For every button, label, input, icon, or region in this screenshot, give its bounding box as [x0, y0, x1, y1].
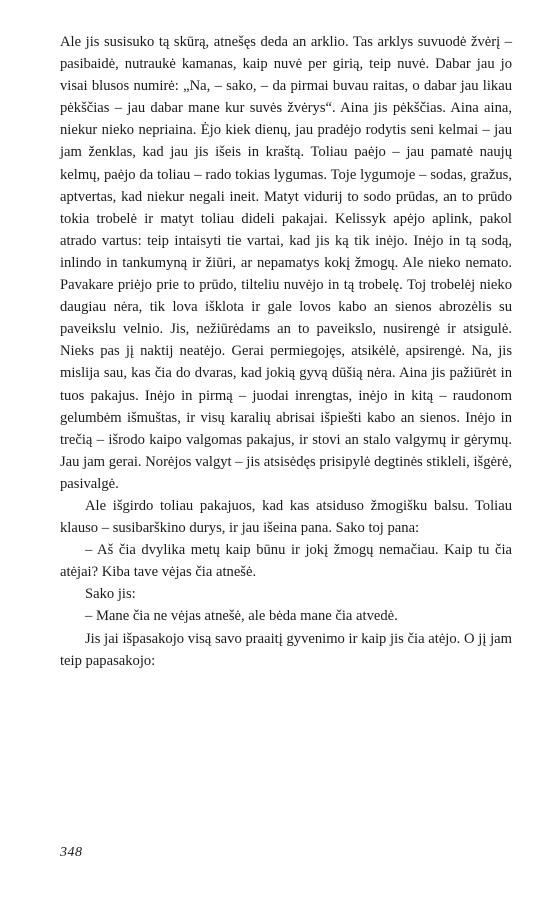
body-text	[60, 31, 512, 672]
paragraph-2: Ale išgirdo toliau pakajuos, kad kas atsiduso žmogišku balsu. Toliau klauso – susibarškino durys, ir jau išeina pana. Sako toj pana:	[60, 497, 512, 537]
paragraph-5: – Mane čia ne vėjas atnešė, ale bėda mane čia atvedė.	[85, 608, 398, 625]
page-number: 348	[60, 845, 83, 860]
paragraph-3: – Aš čia dvylika metų kaip būnu ir jokį žmogų nemačiau. Kaip tu čia atėjai? Kiba tave vėjas čia atnešė.	[60, 542, 512, 581]
paragraph-4: Sako jis:	[85, 586, 136, 603]
paragraph-1: Ale jis susisuko tą skūrą, atnešęs deda an arklio. Tas arklys suvuodė žvėrį – pasibaidė, nutraukė kamanas, kaip nuvė per girią, teip nuvė. Dabar jau jo visai blusos numirė: „Na, – sako, – da pirmai buvau raitas, o dabar jau likau pėkščias – jau dabar mane kur suvės žvėrys“. Aina jis pėkščias. Aina aina, niekur nieko nepriaina. Ėjo kiek dienų, jau pradėjo rodytis seni kelmai – jau jam ženklas, kad jau jis išeis in kraštą. Toliau paėjo – jau pamatė naujų kelmų, paėjo da toliau – rado tokias lygumas. Toje lygumoje – sodas, gražus, aptvertas, kad niekur negali ineit. Matyt vidurij to sodo prūdas, an to prūdo tokia trobelė ir matyt toliau dideli pakajai. Kelissyk apėjo aplink, pakol atrado vartus: teip intaisyti tie vartai, kad jis ką tik inėjo. Inėjo in tą sodą, inlindo in tankumyną ir žiūri, ar nepamatys kokį žmogų. Ale nieko nemato. Pavakare priėjo prie to prūdo, tilteliu nuvėjo in tą trobelę. Toj trobelėj nieko daugiau nėra, tik lova išklota ir gale lovos kabo an sienos abrozėlis su paveikslu velnio. Jis, nežiūrėdams an to paveikslo, nusirengė ir atsigulė. Nieks pas jį naktij neatėjo. Gerai permiegojęs, atsikėlė, apsirengė. Na, jis mislija sau, kas čia do dvaras, kad jokią gyvą dūšią nėra. Aina jis pažiūrėt in tuos pakajus. Inėjo in pirmą – juodai inrengtas, inėjo in kitą – raudonom gelumbėm išmuštas, ir visų karalių abrisai išpiešti kabo an sienos. Inėjo in trečią – išrodo kaipo valgomas pakajus, ir stovi an stalo valgymų ir gėrymų. Jau jam gerai. Norėjos valgyt – jis atsisėdęs prisipylė degtinės stikleli, išgėrė, pasivalgė.	[60, 34, 512, 492]
paragraph-6: Jis jai išpasakojo visą savo praaitį gyvenimo ir kaip jis čia atėjo. O jį jam teip papasakojo:	[60, 630, 512, 669]
